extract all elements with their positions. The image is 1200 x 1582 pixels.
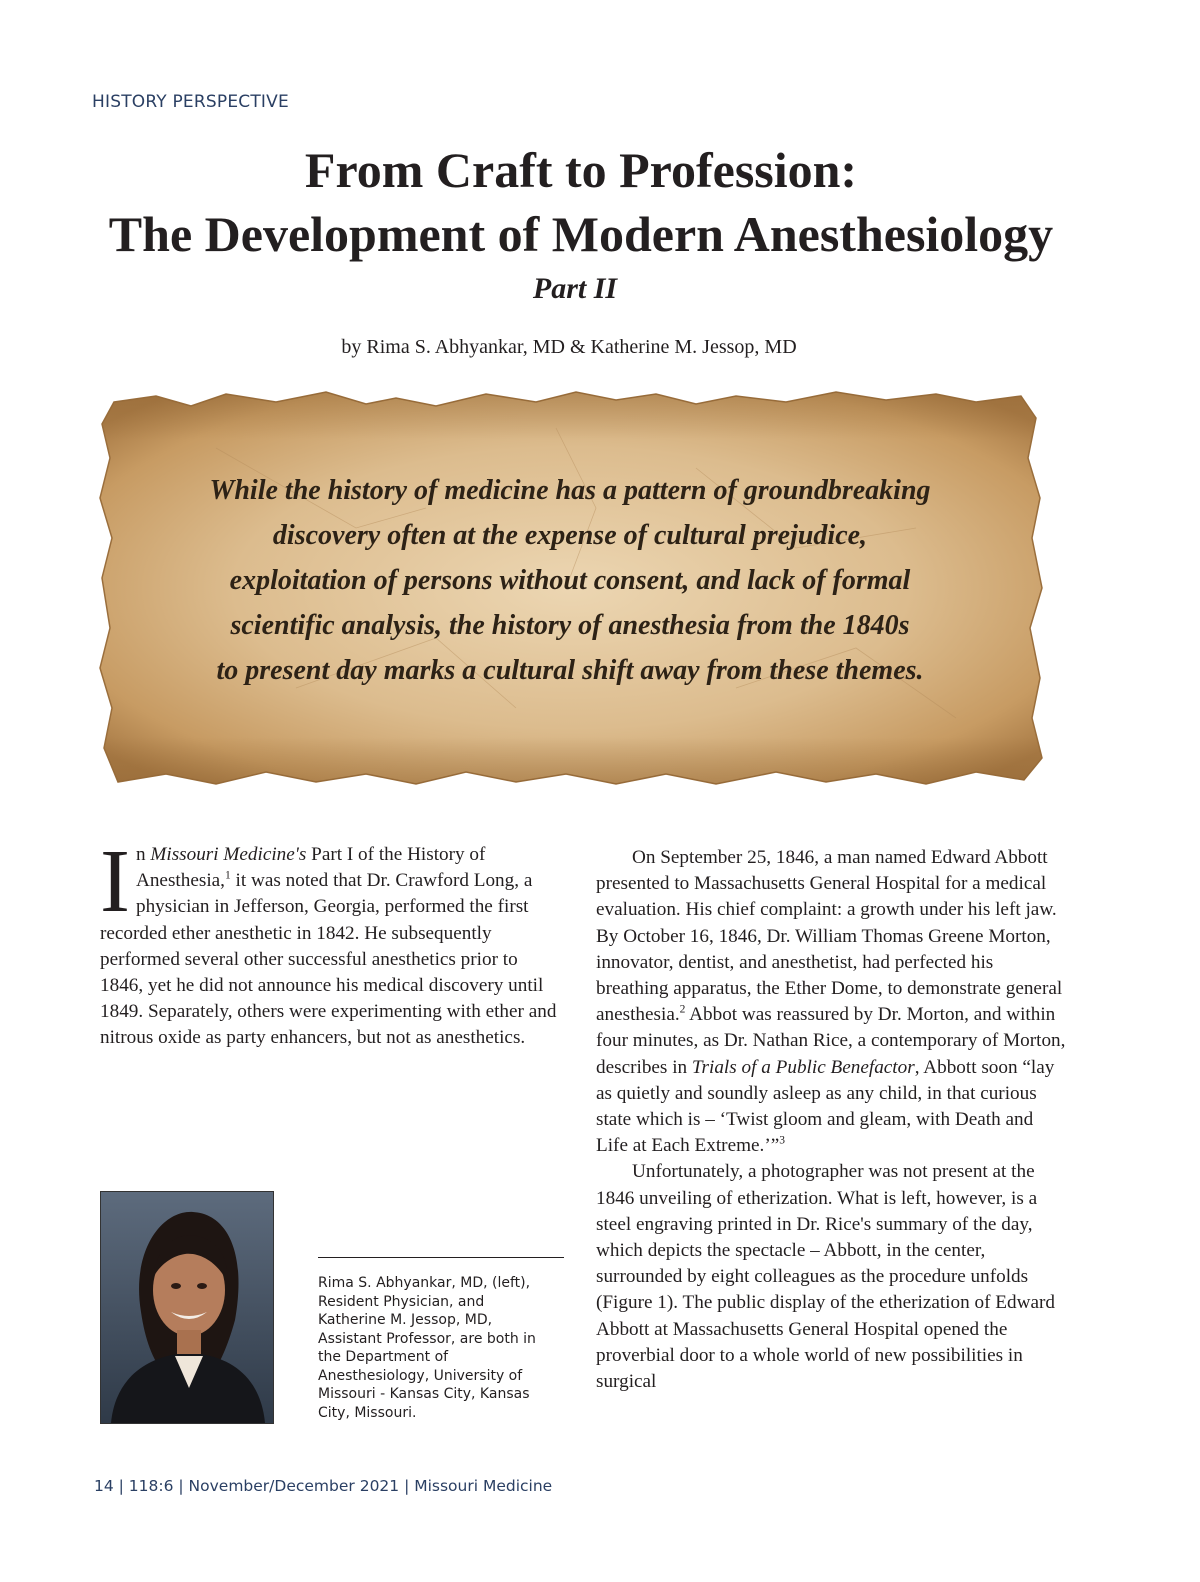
paragraph: Unfortunately, a photographer was not present at the 1846 unveiling of etherization. What is left, however, is a steel engraving printed in Dr. Rice's summary of the day, which depicts the spectacle – Abbott, in the center, surrounded by eight colleagues as the procedure unfolds (Figure 1). The public display of the etherization of Edward Abbott at Massachusetts General Hospital opened the proverbial door to a whole world of new possibilities in surgical: [596, 1161, 1055, 1393]
caption-divider: [318, 1257, 564, 1258]
body-text: Abbot was reassured by Dr. Morton, and within four minutes, as Dr. Nathan Rice, a contemporary of Morton, describes in: [596, 1004, 1066, 1078]
paragraph: [596, 845, 1068, 1159]
body-column-right: [596, 845, 1068, 1395]
drop-cap: I: [100, 832, 130, 931]
parchment-pull-quote: [96, 388, 1044, 788]
title-line-2: The Development of Modern Anesthesiology: [108, 206, 1054, 262]
intro-paragraph: [100, 832, 562, 1052]
pull-quote-line: discovery often at the expense of cultural prejudice,: [272, 520, 868, 551]
pull-quote-line: to present day marks a cultural shift away from these themes.: [216, 655, 924, 686]
journal-name: Missouri Medicine's: [150, 844, 307, 865]
body-text: , Abbott soon “lay as quietly and soundly asleep as any child, in that curious state which is – ‘Twist gloom and gleam, with Death and Life at Each Extreme.’”: [596, 1056, 1055, 1157]
reference-2: 2: [679, 1003, 686, 1016]
reference-3: 3: [779, 1134, 786, 1147]
article-subtitle: Part II: [532, 272, 618, 305]
author-photo: [100, 1191, 274, 1424]
title-line-1: From Craft to Profession:: [304, 142, 858, 198]
pull-quote-line: scientific analysis, the history of anesthesia from the 1840s: [230, 610, 910, 641]
byline: by Rima S. Abhyankar, MD & Katherine M. Jessop, MD: [341, 336, 797, 358]
book-title: Trials of a Public Benefactor: [691, 1056, 915, 1078]
page-footer: 14 | 118:6 | November/December 2021 | Missouri Medicine: [94, 1477, 553, 1495]
body-text: it was noted that Dr. Crawford Long, a physician in Jefferson, Georgia, performed the first recorded ether anesthetic in 1842. He subsequently performed several other successful anesthetics prior to 1846, yet he did not announce his medical discovery until 1849. Separately, others were experimenting with ether and nitrous oxide as party enhancers, but not as anesthetics.: [100, 870, 557, 1049]
body-text: Part I of the History of Anesthesia,: [135, 844, 486, 892]
pull-quote-line: exploitation of persons without consent, and lack of formal: [229, 565, 911, 596]
section-label: HISTORY PERSPECTIVE: [92, 92, 289, 112]
author-caption: Rima S. Abhyankar, MD, (left), Resident Physician, and Katherine M. Jessop, MD, Assistant Professor, are both in the Department of Anesthesiology, University of Missouri - Kansas City, Kansas City, Missouri.: [318, 1275, 536, 1421]
article-title: [0, 138, 1162, 266]
pull-quote-text: [156, 468, 984, 693]
body-text: n: [135, 844, 151, 865]
portrait-image: [101, 1192, 273, 1423]
reference-1: 1: [224, 869, 231, 882]
pull-quote-line: While the history of medicine has a pattern of groundbreaking: [209, 475, 931, 506]
body-text: On September 25, 1846, a man named Edward Abbott presented to Massachusetts General Hospital for a medical evaluation. His chief complaint: a growth under his left jaw. By October 16, 1846, Dr. William Thomas Greene Morton, innovator, dentist, and anesthetist, had perfected his breathing apparatus, the Ether Dome, to demonstrate general anesthesia.: [596, 847, 1063, 1026]
body-column-left: [100, 832, 562, 1052]
